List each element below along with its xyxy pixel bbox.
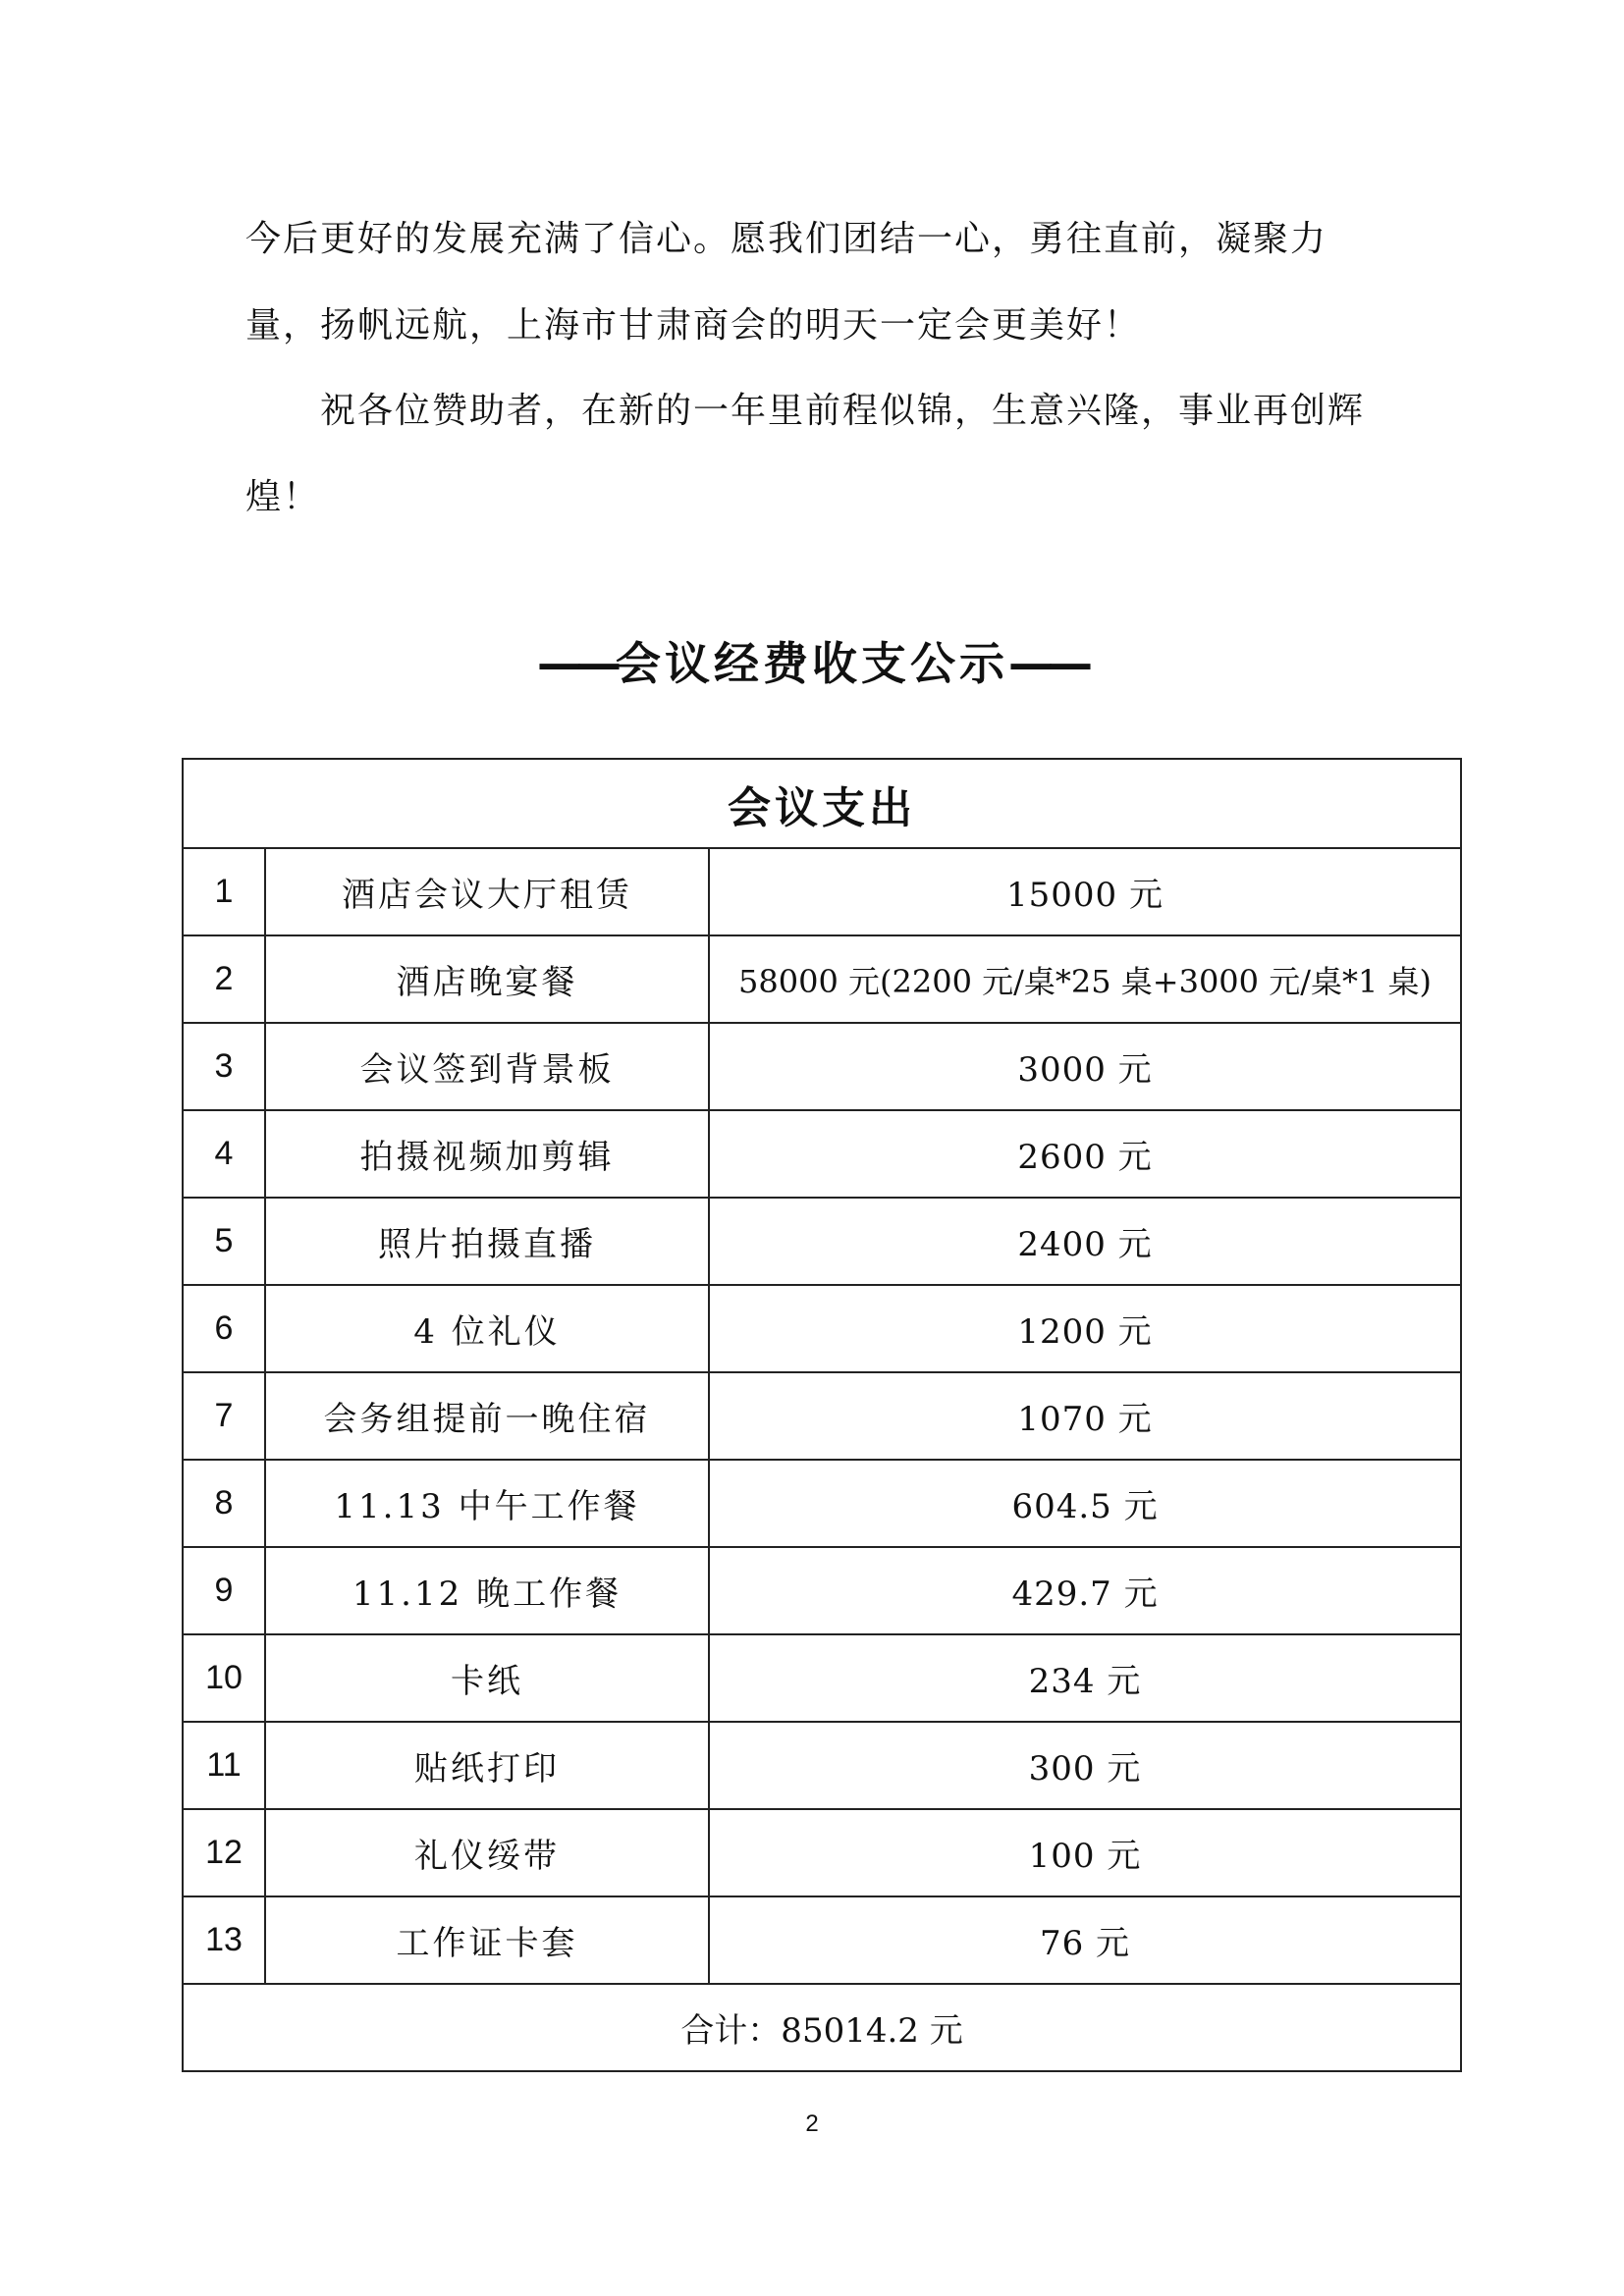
table-row (183, 1023, 1461, 1110)
expense-amount: 234 元 (709, 1634, 1461, 1722)
row-number: 5 (183, 1198, 265, 1285)
table-total-row (183, 1984, 1461, 2071)
section-title-text: 会议经费收支公示 (616, 637, 1008, 690)
expense-item: 酒店晚宴餐 (265, 935, 709, 1023)
row-number: 12 (183, 1809, 265, 1896)
expense-table (182, 758, 1462, 2072)
table-row (183, 935, 1461, 1023)
expense-amount: 3000 元 (709, 1023, 1461, 1110)
table-row (183, 1110, 1461, 1198)
expense-amount: 58000 元(2200 元/桌*25 桌+3000 元/桌*1 桌) (709, 935, 1461, 1023)
expense-item: 会务组提前一晚住宿 (265, 1372, 709, 1460)
row-number: 6 (183, 1285, 265, 1372)
title-dash-right: —— (1008, 637, 1087, 690)
table-row (183, 1285, 1461, 1372)
table-row (183, 1722, 1461, 1809)
table-row (183, 1809, 1461, 1896)
page-number: 2 (805, 2110, 819, 2137)
expense-item: 11.13 中午工作餐 (265, 1460, 709, 1547)
expense-item: 酒店会议大厅租赁 (265, 848, 709, 935)
total-amount: 合计：85014.2 元 (183, 1984, 1461, 2071)
table-caption-row (183, 759, 1461, 848)
expense-item: 贴纸打印 (265, 1722, 709, 1809)
expense-item: 11.12 晚工作餐 (265, 1547, 709, 1634)
expense-amount: 1200 元 (709, 1285, 1461, 1372)
expense-amount: 2400 元 (709, 1198, 1461, 1285)
expense-item: 卡纸 (265, 1634, 709, 1722)
expense-amount: 1070 元 (709, 1372, 1461, 1460)
title-dash-left: —— (537, 637, 616, 690)
expense-amount: 76 元 (709, 1896, 1461, 1984)
row-number: 8 (183, 1460, 265, 1547)
row-number: 9 (183, 1547, 265, 1634)
expense-amount: 2600 元 (709, 1110, 1461, 1198)
expense-item: 照片拍摄直播 (265, 1198, 709, 1285)
row-number: 1 (183, 848, 265, 935)
table-row (183, 1547, 1461, 1634)
expense-amount: 429.7 元 (709, 1547, 1461, 1634)
row-number: 7 (183, 1372, 265, 1460)
section-title (0, 628, 1624, 693)
table-row (183, 1460, 1461, 1547)
expense-item: 会议签到背景板 (265, 1023, 709, 1110)
row-number: 10 (183, 1634, 265, 1722)
expense-item: 4 位礼仪 (265, 1285, 709, 1372)
table-row (183, 1634, 1461, 1722)
table-row (183, 1198, 1461, 1285)
expense-amount: 100 元 (709, 1809, 1461, 1896)
row-number: 4 (183, 1110, 265, 1198)
table-row (183, 1372, 1461, 1460)
expense-item: 礼仪绥带 (265, 1809, 709, 1896)
table-row (183, 848, 1461, 935)
row-number: 2 (183, 935, 265, 1023)
expense-amount: 300 元 (709, 1722, 1461, 1809)
row-number: 3 (183, 1023, 265, 1110)
expense-item: 拍摄视频加剪辑 (265, 1110, 709, 1198)
blessing-paragraph: 祝各位赞助者，在新的一年里前程似锦，生意兴隆，事业再创辉煌！ (245, 391, 1366, 517)
expense-amount: 15000 元 (709, 848, 1461, 935)
expense-item: 工作证卡套 (265, 1896, 709, 1984)
expense-amount: 604.5 元 (709, 1460, 1461, 1547)
row-number: 11 (183, 1722, 265, 1809)
closing-paragraph: 今后更好的发展充满了信心。愿我们团结一心，勇往直前，凝聚力量，扬帆远航，上海市甘肃商会的明天一定会更美好！ (245, 219, 1328, 346)
table-caption: 会议支出 (183, 759, 1461, 848)
table-row (183, 1896, 1461, 1984)
row-number: 13 (183, 1896, 265, 1984)
